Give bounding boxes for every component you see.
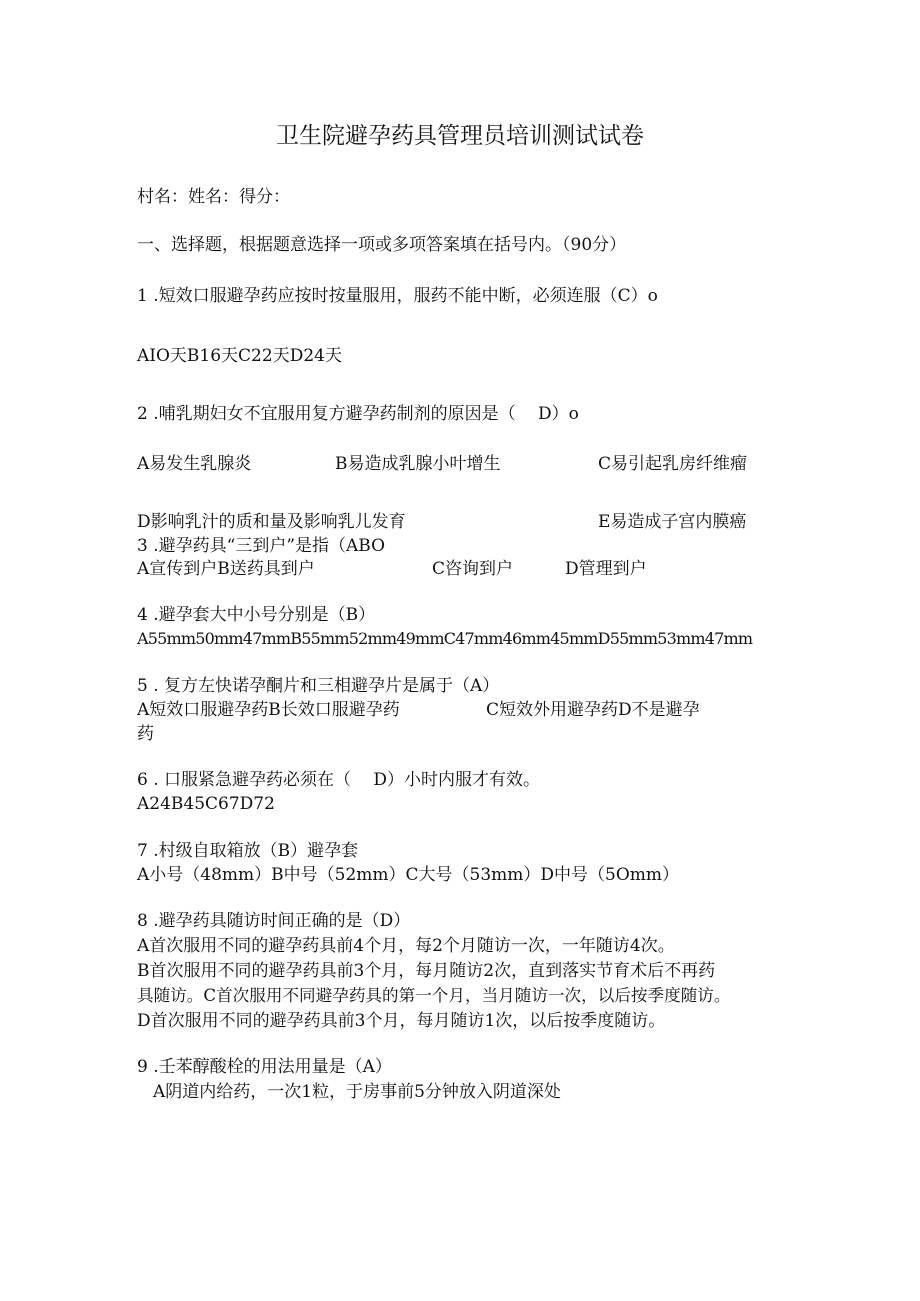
question-8-option-a: A首次服用不同的避孕药具前4个月，每2个月随访一次，一年随访4次。 — [137, 936, 675, 956]
question-2-stem: 2 .哺乳期妇女不宜服用复方避孕药制剂的原因是（ D）o — [137, 404, 579, 424]
question-5-stem: 5 . 复方左快诺孕酮片和三相避孕片是属于（A） — [137, 676, 500, 696]
question-6-options: A24B45C67D72 — [137, 794, 275, 814]
question-5-option-cd: C短效外用避孕药D不是避孕 — [486, 700, 700, 720]
page-title: 卫生院避孕药具管理员培训测试试卷 — [276, 123, 644, 149]
question-8-option-d: D首次服用不同的避孕药具前3个月，每月随访1次，以后按季度随访。 — [137, 1011, 666, 1031]
header-fields: 村名：姓名：得分： — [137, 187, 290, 207]
question-2-option-a: A易发生乳腺炎 — [137, 454, 252, 474]
question-8-option-c: 具随访。C首次服用不同避孕药具的第一个月，当月随访一次，以后按季度随访。 — [137, 986, 731, 1005]
question-3-option-ab: A宣传到户B送药具到户 — [137, 559, 315, 579]
question-7-options: A小号（48mm）B中号（52mm）C大号（53mm）D中号（5Omm） — [137, 865, 680, 885]
question-3-option-c: C咨询到户 — [432, 559, 514, 579]
question-2-option-b: B易造成乳腺小叶增生 — [335, 454, 501, 474]
question-3-option-d: D管理到户 — [565, 559, 647, 579]
question-1-options: AIO天B16天C22天D24天 — [137, 346, 342, 366]
question-6-stem: 6 . 口服紧急避孕药必须在（ D）小时内服才有效。 — [137, 770, 541, 790]
question-9-option-a: A阴道内给药，一次1粒，于房事前5分钟放入阴道深处 — [153, 1082, 561, 1102]
question-2-option-e: E易造成子宫内膜癌 — [598, 512, 747, 532]
question-2-option-d: D影响乳汁的质和量及影响乳儿发育 — [137, 512, 406, 532]
question-4-stem: 4 .避孕套大中小号分别是（B） — [137, 605, 376, 625]
question-5-option-ab: A短效口服避孕药B长效口服避孕药 — [137, 700, 400, 720]
question-3-stem: 3 .避孕药具“三到户”是指（ABO — [137, 536, 386, 556]
question-1-stem: 1 .短效口服避孕药应按时按量服用，服药不能中断，必须连服（C）o — [137, 286, 658, 306]
question-2-option-c: C易引起乳房纤维瘤 — [598, 454, 748, 474]
question-8-option-b: B首次服用不同的避孕药具前3个月，每月随访2次，直到落实节育术后不再药 — [137, 961, 716, 981]
question-9-stem: 9 .壬苯醇酸栓的用法用量是（A） — [137, 1057, 392, 1077]
section-heading: 一、选择题，根据题意选择一项或多项答案填在括号内。（90分） — [137, 235, 627, 255]
question-7-stem: 7 .村级自取箱放（B）避孕套 — [137, 841, 359, 861]
question-5-option-wrap: 药 — [137, 724, 154, 744]
question-4-options: A55mm50mm47mmB55mm52mm49mmC47mm46mm45mmD55mm53mm47mm — [137, 629, 753, 648]
question-8-stem: 8 .避孕药具随访时间正确的是（D） — [137, 911, 411, 931]
